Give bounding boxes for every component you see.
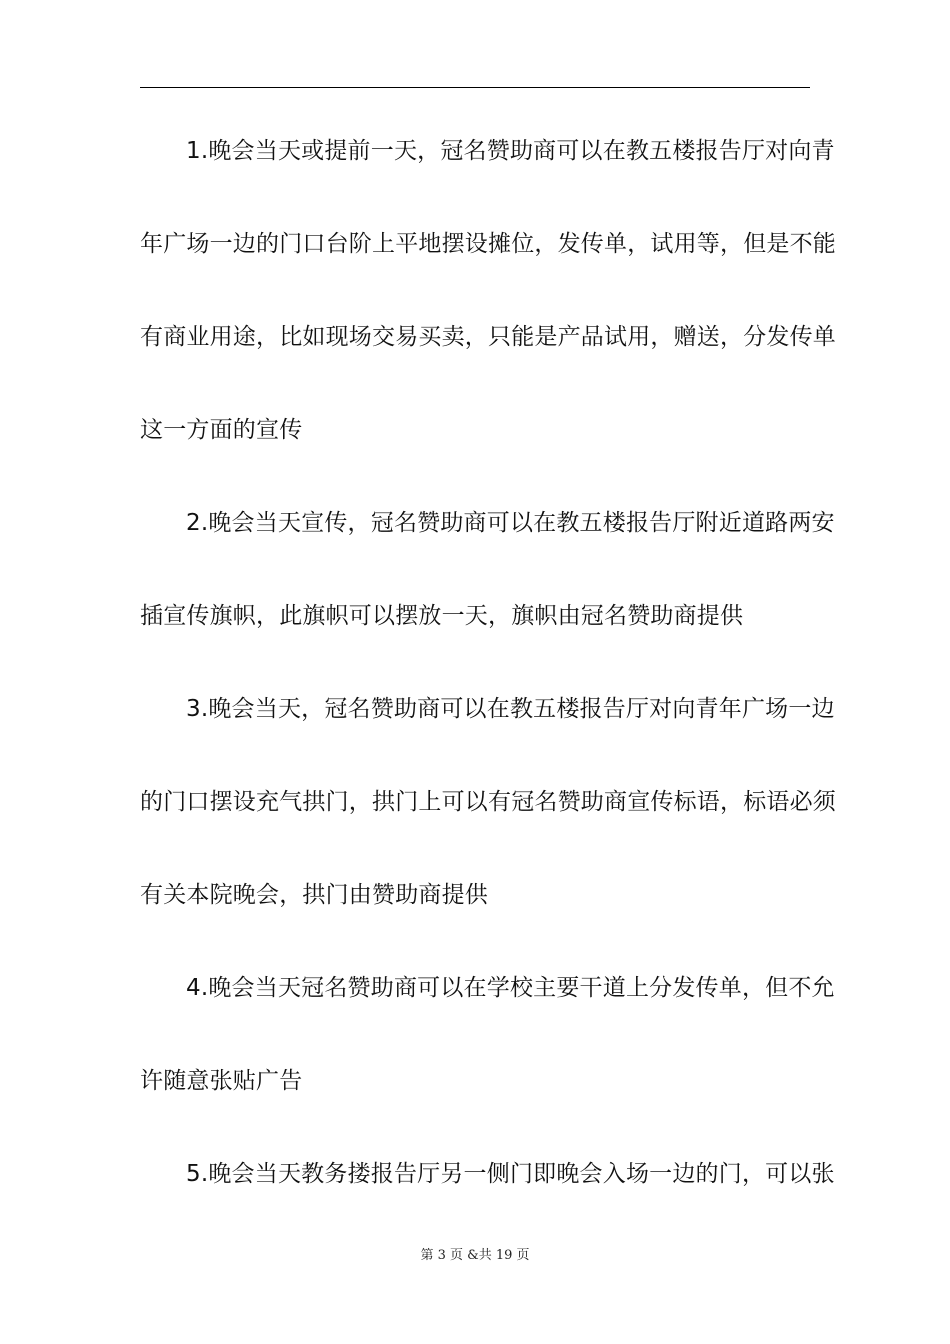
- paragraph-1-line-1: 1.晚会当天或提前一天，冠名赞助商可以在教五楼报告厅对向青: [186, 138, 835, 164]
- paragraph-1-line-3: 有商业用途，比如现场交易买卖，只能是产品试用，赠送，分发传单: [140, 324, 836, 350]
- paragraph-4-line-2: 许随意张贴广告: [140, 1068, 303, 1094]
- paragraph-3-line-1: 3.晚会当天，冠名赞助商可以在教五楼报告厅对向青年广场一边: [186, 696, 835, 722]
- body-text: [140, 121, 836, 1237]
- paragraph-4-line-1: 4.晚会当天冠名赞助商可以在学校主要干道上分发传单，但不允: [186, 975, 835, 1001]
- paragraph-2-line-2: 插宣传旗帜，此旗帜可以摆放一天，旗帜由冠名赞助商提供: [140, 603, 744, 629]
- paragraph-3-line-3: 有关本院晚会，拱门由赞助商提供: [140, 882, 488, 908]
- header-rule: [140, 87, 810, 88]
- paragraph-1-line-2: 年广场一边的门口台阶上平地摆设摊位，发传单，试用等，但是不能: [140, 231, 836, 257]
- paragraph-2-line-1: 2.晚会当天宣传，冠名赞助商可以在教五楼报告厅附近道路两安: [186, 510, 835, 536]
- paragraph-1-line-4: 这一方面的宣传: [140, 417, 303, 443]
- page-footer: 第 3 页 &共 19 页: [420, 1248, 530, 1263]
- paragraph-3-line-2: 的门口摆设充气拱门，拱门上可以有冠名赞助商宣传标语，标语必须: [140, 789, 836, 815]
- paragraph-5-line-1: 5.晚会当天教务搂报告厅另一侧门即晚会入场一边的门，可以张: [186, 1161, 835, 1187]
